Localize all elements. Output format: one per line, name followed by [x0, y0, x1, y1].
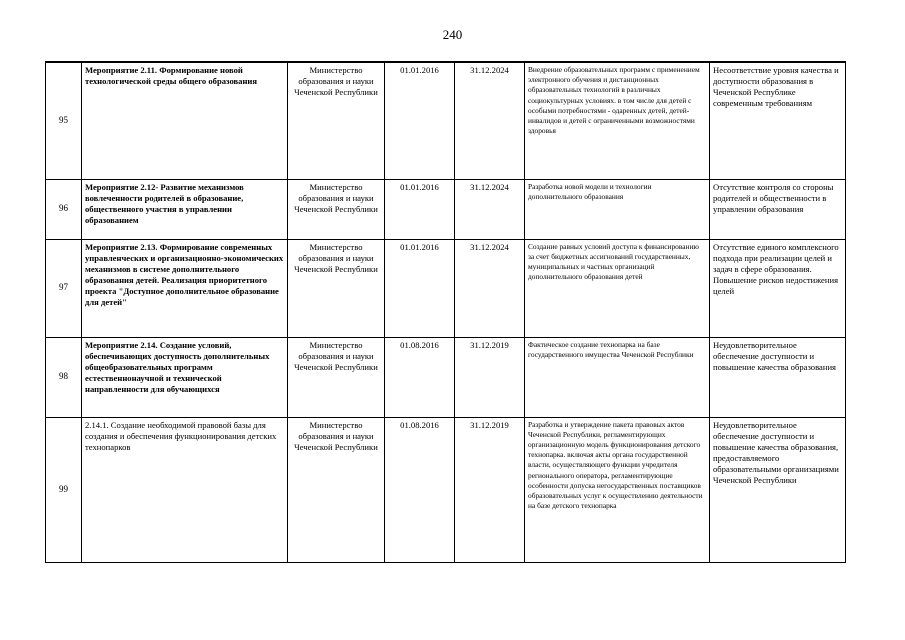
- expected-result: Создание равных условий доступа к финансированию за счет бюджетных ассигнований государственных, муниципальных и частных организаций дополнительного образования детей: [525, 239, 710, 337]
- end-date: 31.12.2019: [455, 417, 525, 562]
- risk: Несоответствие уровня качества и доступности образования в Чеченской Республике современным требованиям: [710, 62, 846, 179]
- row-number: 97: [46, 239, 82, 337]
- table-row: [46, 337, 846, 417]
- event-name: Мероприятие 2.11. Формирование новой технологической среды общего образования: [82, 62, 288, 179]
- table-row: [46, 62, 846, 179]
- executor: Министерство образования и науки Чеченской Республики: [288, 337, 385, 417]
- executor: Министерство образования и науки Чеченской Республики: [288, 417, 385, 562]
- row-number: 98: [46, 337, 82, 417]
- event-name: Мероприятие 2.14. Создание условий, обеспечивающих доступность дополнительных общеобразовательных программ естественнонаучной и технической направленности для обучающихся: [82, 337, 288, 417]
- risk: Неудовлетворительное обеспечение доступности и повышение качества образования: [710, 337, 846, 417]
- table-row: [46, 179, 846, 239]
- expected-result: Разработка и утверждение пакета правовых актов Чеченской Республики, регламентирующих организационную модель функционирования детского технопарка. включая акты органа государственной власти, осуществляющего функции учредителя регионального оператора, регламентирующие особенности допуска негосударственных поставщиков образовательных услуг к осуществлению деятельности на базе детского технопарка: [525, 417, 710, 562]
- end-date: 31.12.2019: [455, 337, 525, 417]
- expected-result: Внедрение образовательных программ с применением электронного обучения и дистанционных образовательных технологий в различных социокультурных условиях. в том числе для детей с особыми потребностями - одаренных детей, детей-инвалидов и детей с ограниченными возможностями здоровья: [525, 62, 710, 179]
- risk: Отсутствие единого комплексного подхода при реализации целей и задач в сфере образования. Повышение рисков недостижения целей: [710, 239, 846, 337]
- event-name: Мероприятие 2.13. Формирование современных управленческих и организационно-экономических механизмов в системе дополнительного образования детей. Реализация приоритетного проекта "Доступное дополнительное образование для детей": [82, 239, 288, 337]
- expected-result: Разработка новой модели и технологии дополнительного образования: [525, 179, 710, 239]
- executor: Министерство образования и науки Чеченской Республики: [288, 62, 385, 179]
- start-date: 01.01.2016: [385, 179, 455, 239]
- table-row: [46, 417, 846, 562]
- table-row: [46, 239, 846, 337]
- risk: Отсутствие контроля со стороны родителей и общественности в управлении образования: [710, 179, 846, 239]
- row-number: 95: [46, 62, 82, 179]
- row-number: 99: [46, 417, 82, 562]
- executor: Министерство образования и науки Чеченской Республики: [288, 239, 385, 337]
- program-table: [45, 61, 846, 563]
- expected-result: Фактическое создание технопарка на базе государственного имущества Чеченской Республики: [525, 337, 710, 417]
- start-date: 01.08.2016: [385, 337, 455, 417]
- page-number: 240: [442, 27, 463, 42]
- start-date: 01.08.2016: [385, 417, 455, 562]
- end-date: 31.12.2024: [455, 239, 525, 337]
- event-name: Мероприятие 2.12- Развитие механизмов вовлеченности родителей в образование, общественного участия в управлении образованием: [82, 179, 288, 239]
- end-date: 31.12.2024: [455, 179, 525, 239]
- start-date: 01.01.2016: [385, 239, 455, 337]
- end-date: 31.12.2024: [455, 62, 525, 179]
- executor: Министерство образования и науки Чеченской Республики: [288, 179, 385, 239]
- row-number: 96: [46, 179, 82, 239]
- start-date: 01.01.2016: [385, 62, 455, 179]
- event-name: 2.14.1. Создание необходимой правовой базы для создания и обеспечения функционирования детских технопарков: [82, 417, 288, 562]
- risk: Неудовлетворительное обеспечение доступности и повышение качества образования, предоставляемого образовательными организациями Чеченской Республики: [710, 417, 846, 562]
